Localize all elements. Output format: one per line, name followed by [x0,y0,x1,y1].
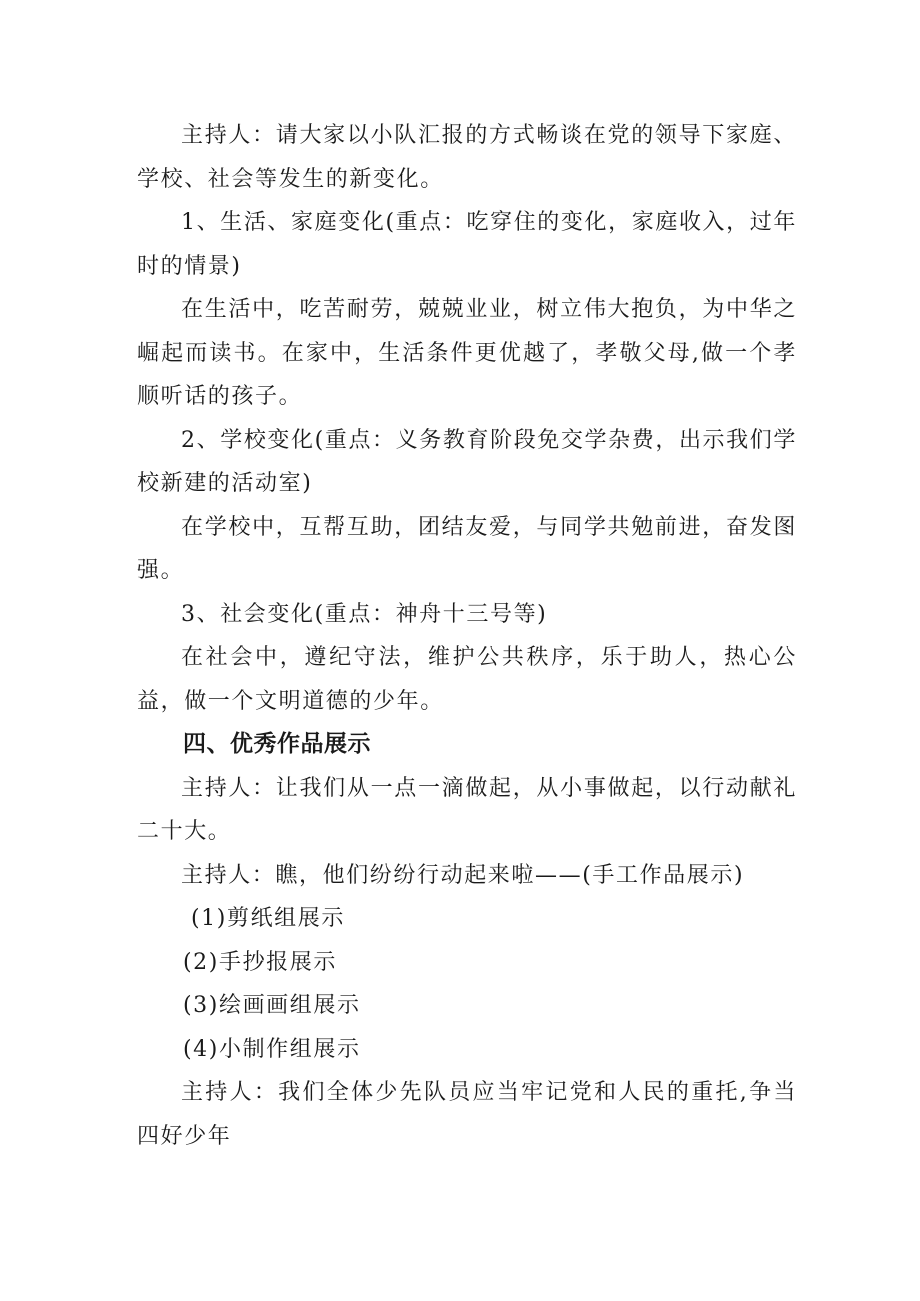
host-show-paragraph: 主持人：瞧，他们纷纷行动起来啦——(手工作品展示) [181,862,745,888]
society-change-title: 3、社会变化(重点：神舟十三号等) [181,601,548,627]
show-item-handwritten-newspaper: (2)手抄报展示 [183,949,337,975]
show-item-painting: (3)绘画画组展示 [183,993,361,1018]
school-change-body: 在学校中，互帮互助，团结友爱，与同学共勉前进，奋发图强。 [137,514,797,583]
show-item-crafts: (4)小制作组展示 [183,1036,361,1062]
life-change-title: 1、生活、家庭变化(重点：吃穿住的变化，家庭收入，过年时的情景) [137,210,797,279]
host-intro-paragraph: 主持人：请大家以小队汇报的方式畅谈在党的领导下家庭、学校、社会等发生的新变化。 [137,123,797,192]
section-heading: 四、优秀作品展示 [183,731,371,757]
school-change-title: 2、学校变化(重点：义务教育阶段免交学杂费，出示我们学校新建的活动室) [137,427,797,496]
document-page [137,114,797,1158]
life-change-body: 在生活中，吃苦耐劳，兢兢业业，树立伟大抱负，为中华之崛起而读书。在家中，生活条件更优越了，孝敬父母,做一个孝顺听话的孩子。 [137,297,797,409]
society-change-body: 在社会中，遵纪守法，维护公共秩序，乐于助人，热心公益，做一个文明道德的少年。 [137,645,797,714]
host-action-paragraph: 主持人：让我们从一点一滴做起，从小事做起，以行动献礼二十大。 [137,775,797,844]
show-item-paper-cutting: (1)剪纸组展示 [191,906,345,931]
host-closing-paragraph: 主持人：我们全体少先队员应当牢记党和人民的重托,争当四好少年 [137,1080,797,1149]
